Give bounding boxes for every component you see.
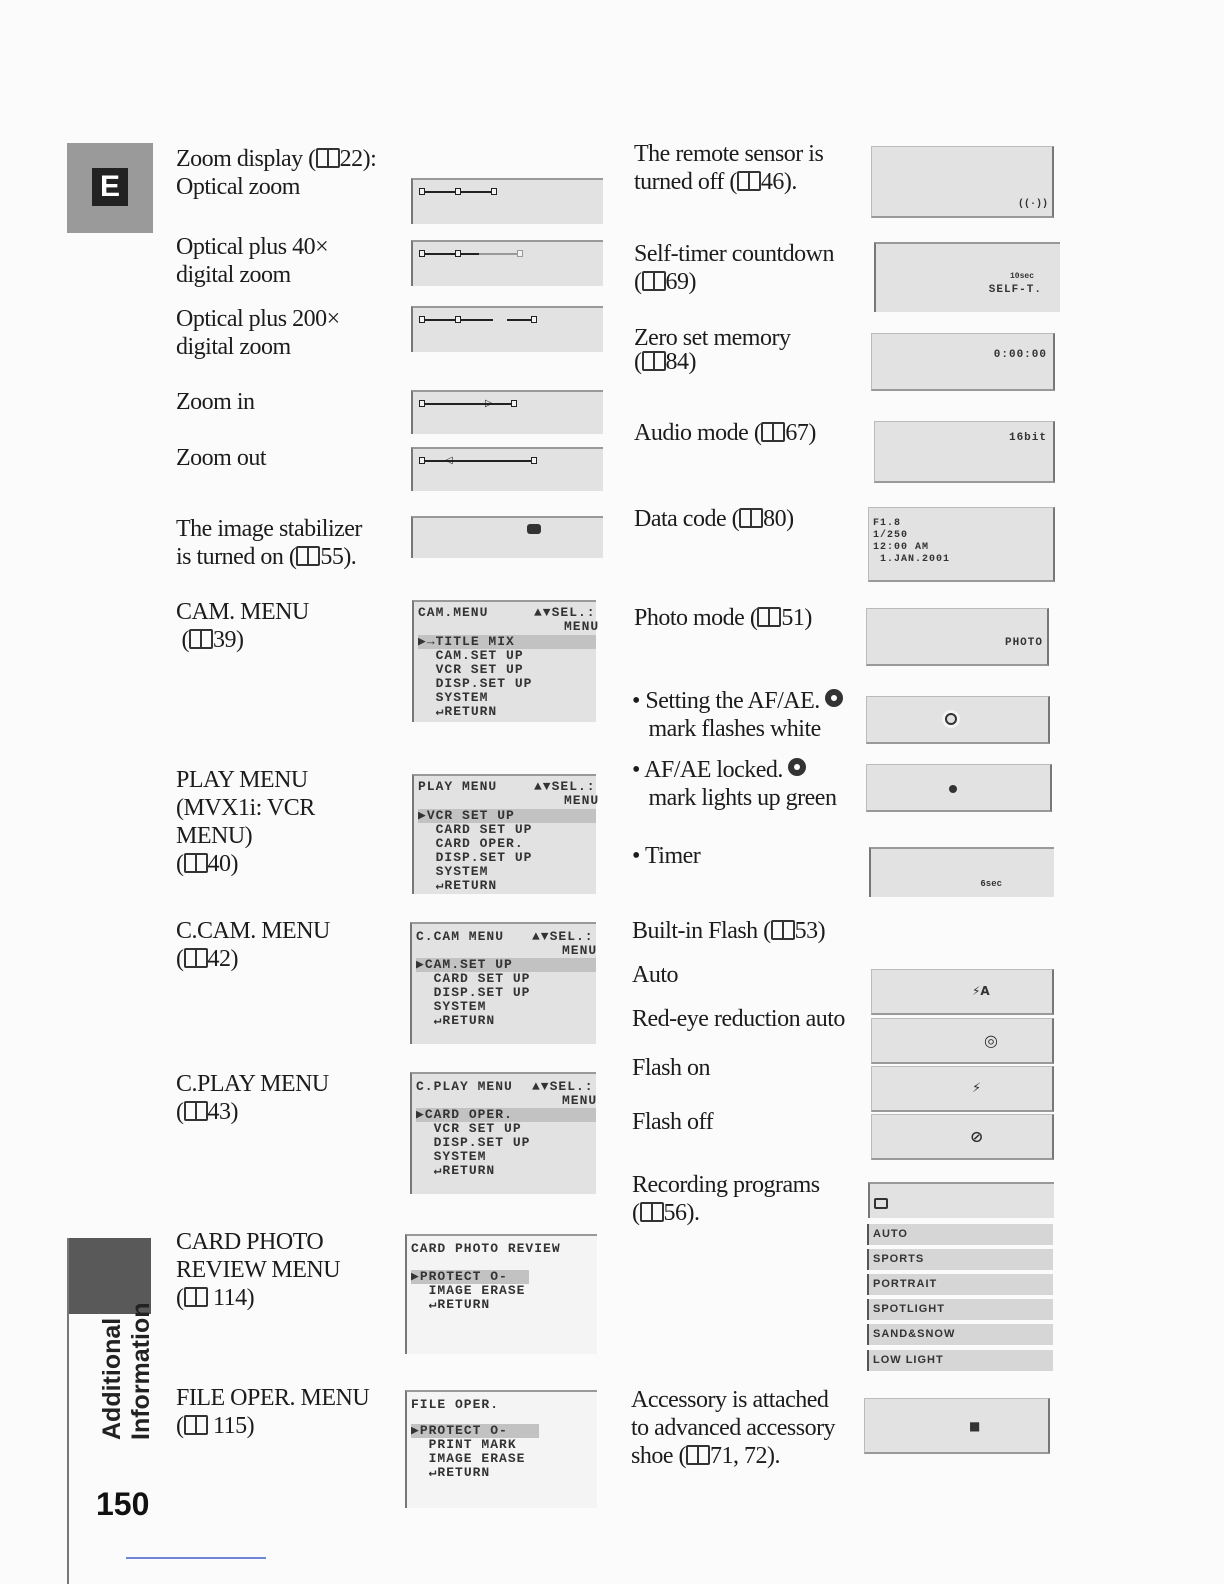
audio-mode-label: Audio mode ( 67)	[634, 420, 816, 446]
book-icon	[184, 1415, 208, 1435]
book-icon	[316, 148, 340, 168]
menu-item[interactable]: ↵RETURN	[416, 1013, 496, 1028]
book-icon	[761, 422, 785, 442]
optical-200-label: Optical plus 200× digital zoom	[176, 306, 340, 360]
cam-menu-label: CAM. MENU ( 39)	[176, 599, 309, 653]
book-icon	[642, 351, 666, 371]
menu-item[interactable]: DISP.SET UP	[416, 985, 531, 1000]
menu-item[interactable]: ↵RETURN	[418, 878, 498, 893]
remote-sensor-label: The remote sensor is turned off ( 46).	[634, 141, 824, 195]
menu-item[interactable]: VCR SET UP	[416, 1121, 522, 1136]
rec-program-item[interactable]: SPOTLIGHT	[867, 1299, 1053, 1320]
book-icon	[296, 546, 320, 566]
book-icon	[640, 1202, 664, 1222]
zoom-in-arrow-icon: ▷	[485, 398, 493, 409]
book-icon	[184, 853, 208, 873]
stabilizer-label: The image stabilizer is turned on ( 55).	[176, 516, 362, 570]
flash-off-label: Flash off	[632, 1109, 714, 1135]
focus-mark-icon	[945, 713, 957, 725]
menu-item[interactable]: CAM.SET UP	[418, 648, 524, 663]
menu-item[interactable]: SYSTEM	[418, 690, 489, 705]
card-menu-label: CARD PHOTO REVIEW MENU ( 114)	[176, 1229, 341, 1311]
menu-item[interactable]: ↵RETURN	[418, 704, 498, 719]
zoom-in-label: Zoom in	[176, 389, 255, 415]
zero-set-label: Zero set memory ( 84)	[634, 325, 791, 375]
zoom-out-screen	[411, 447, 603, 491]
zoom-bar	[419, 250, 529, 258]
menu-item[interactable]: ▶→TITLE MIX	[418, 634, 515, 649]
focus-mark-icon	[788, 758, 806, 776]
menu-item[interactable]: SYSTEM	[416, 1149, 487, 1164]
menu-item[interactable]: ↵RETURN	[411, 1297, 491, 1312]
photo-mode-screen: PHOTO	[866, 608, 1049, 666]
selftimer-screen: 10sec SELF-T.	[874, 242, 1060, 312]
flash-auto-icon: ⚡A	[972, 984, 990, 998]
afae-setting-screen	[866, 696, 1050, 744]
menu-item[interactable]: ▶PROTECT O-	[411, 1423, 508, 1438]
timer-label: • Timer	[632, 843, 701, 869]
program-ae-icon	[874, 1198, 888, 1209]
cplay-menu-screen: C.PLAY MENU ▲▼SEL.: MENU ▶CARD OPER. VCR SET UP DISP.SET UP SYSTEM ↵RETURN	[410, 1072, 596, 1194]
zoom-bar	[419, 400, 519, 408]
rec-programs-label: Recording programs ( 56).	[632, 1172, 820, 1226]
rec-program-item[interactable]: LOW LIGHT	[867, 1350, 1053, 1371]
audio-mode-screen: 16bit	[874, 421, 1055, 483]
menu-item[interactable]: ↵RETURN	[411, 1465, 491, 1480]
menu-item[interactable]: PRINT MARK	[411, 1437, 517, 1452]
zoom-200x-screen	[411, 306, 603, 352]
cplay-menu-label: C.PLAY MENU ( 43)	[176, 1071, 329, 1125]
menu-item[interactable]: DISP.SET UP	[416, 1135, 531, 1150]
menu-item[interactable]: IMAGE ERASE	[411, 1283, 526, 1298]
menu-item[interactable]: SYSTEM	[416, 999, 487, 1014]
ccam-menu-label: C.CAM. MENU ( 42)	[176, 918, 330, 972]
zoom-bar	[419, 316, 539, 324]
book-icon	[739, 508, 763, 528]
menu-item[interactable]: CARD OPER.	[418, 836, 524, 851]
zoom-bar	[419, 457, 539, 465]
menu-item[interactable]: ▶VCR SET UP	[418, 808, 515, 823]
zoom-display-label: Zoom display ( 22): Optical zoom	[176, 146, 377, 200]
book-icon	[189, 629, 213, 649]
zoom-out-arrow-icon: ◁	[445, 455, 453, 466]
menu-item[interactable]: ▶CARD OPER.	[416, 1107, 513, 1122]
rec-program-item[interactable]: SPORTS	[867, 1249, 1053, 1270]
book-icon	[642, 271, 666, 291]
flash-auto-screen	[871, 969, 1054, 1015]
zero-set-screen: 0:00:00	[871, 333, 1055, 391]
data-code-label: Data code ( 80)	[634, 506, 794, 532]
rec-program-item[interactable]: SAND&SNOW	[867, 1324, 1053, 1345]
cam-menu-screen: CAM.MENU ▲▼SEL.: MENU ▶→TITLE MIX CAM.SET UP VCR SET UP DISP.SET UP SYSTEM ↵RETURN	[412, 600, 596, 722]
zoom-optical-screen	[411, 178, 603, 224]
card-review-menu-screen: CARD PHOTO REVIEW ▶PROTECT O- IMAGE ERASE ↵RETURN	[405, 1234, 597, 1354]
book-icon	[686, 1445, 710, 1465]
timer-screen: 6sec	[869, 847, 1054, 897]
flash-off-icon: ⊘	[970, 1127, 984, 1146]
zoom-out-label: Zoom out	[176, 445, 266, 471]
accessory-label: Accessory is attached to advanced accessory shoe ( 71, 72).	[631, 1387, 836, 1469]
accessory-screen	[864, 1398, 1050, 1454]
menu-item[interactable]: ▶CAM.SET UP	[416, 957, 513, 972]
section-letter: E	[92, 168, 128, 206]
book-icon	[757, 607, 781, 627]
play-menu-screen: PLAY MENU ▲▼SEL.: MENU ▶VCR SET UP CARD SET UP CARD OPER. DISP.SET UP SYSTEM ↵RETURN	[412, 774, 596, 894]
zoom-bar	[419, 188, 499, 196]
margin-rule	[67, 1238, 69, 1584]
flash-off-screen	[871, 1114, 1054, 1160]
focus-mark-icon	[949, 785, 957, 793]
menu-item[interactable]: VCR SET UP	[418, 662, 524, 677]
flash-auto-label: Auto	[632, 962, 678, 988]
flash-title-label: Built-in Flash ( 53)	[632, 918, 826, 944]
menu-item[interactable]: DISP.SET UP	[418, 850, 533, 865]
page-number: 150	[96, 1486, 150, 1522]
menu-item[interactable]: IMAGE ERASE	[411, 1451, 526, 1466]
afae-locked-screen	[866, 764, 1052, 812]
zoom-in-screen	[411, 390, 603, 434]
focus-mark-icon	[825, 689, 843, 707]
menu-item[interactable]: ▶PROTECT O-	[411, 1269, 508, 1284]
file-oper-menu-screen: FILE OPER. ▶PROTECT O- PRINT MARK IMAGE ERASE ↵RETURN	[405, 1390, 597, 1508]
menu-item[interactable]: CARD SET UP	[416, 971, 531, 986]
accessory-shoe-icon: ■	[969, 1419, 981, 1433]
flash-on-icon: ⚡	[972, 1081, 982, 1096]
flash-on-screen	[871, 1066, 1054, 1112]
zoom-40x-screen	[411, 240, 603, 286]
flash-redeye-screen	[871, 1018, 1054, 1064]
book-icon	[184, 1287, 208, 1307]
rec-program-screen	[868, 1182, 1054, 1218]
rec-program-item[interactable]: PORTRAIT	[867, 1274, 1053, 1295]
play-menu-label: PLAY MENU (MVX1i: VCR MENU) ( 40)	[176, 767, 315, 877]
menu-item[interactable]: CARD SET UP	[418, 822, 533, 837]
remote-sensor-screen	[871, 146, 1054, 218]
remote-off-icon: ((·))	[1017, 199, 1048, 210]
afae-setting-label: • Setting the AF/AE. mark flashes white	[632, 687, 843, 743]
selftimer-label: Self-timer countdown ( 69)	[634, 241, 834, 295]
chapter-title: Additional Information	[98, 1302, 155, 1440]
data-code-screen: F1.8 1/250 12:00 AM 1.JAN.2001	[868, 507, 1055, 582]
stabilizer-icon	[527, 524, 541, 534]
rec-program-item[interactable]: AUTO	[867, 1224, 1053, 1245]
photo-mode-label: Photo mode ( 51)	[634, 605, 812, 631]
optical-40-label: Optical plus 40× digital zoom	[176, 234, 329, 288]
menu-item[interactable]: ↵RETURN	[416, 1163, 496, 1178]
book-icon	[771, 920, 795, 940]
stabilizer-screen	[411, 516, 603, 558]
afae-locked-label: • AF/AE locked. mark lights up green	[632, 757, 837, 811]
book-icon	[737, 171, 761, 191]
book-icon	[184, 948, 208, 968]
flash-on-label: Flash on	[632, 1055, 711, 1081]
book-icon	[184, 1101, 208, 1121]
footer-rule	[126, 1557, 266, 1559]
menu-item[interactable]: SYSTEM	[418, 864, 489, 879]
ccam-menu-screen: C.CAM MENU ▲▼SEL.: MENU ▶CAM.SET UP CARD SET UP DISP.SET UP SYSTEM ↵RETURN	[410, 922, 596, 1044]
file-menu-label: FILE OPER. MENU ( 115)	[176, 1385, 370, 1439]
redeye-icon: ◎	[984, 1031, 998, 1050]
menu-item[interactable]: DISP.SET UP	[418, 676, 533, 691]
flash-redeye-label: Red-eye reduction auto	[632, 1006, 845, 1032]
